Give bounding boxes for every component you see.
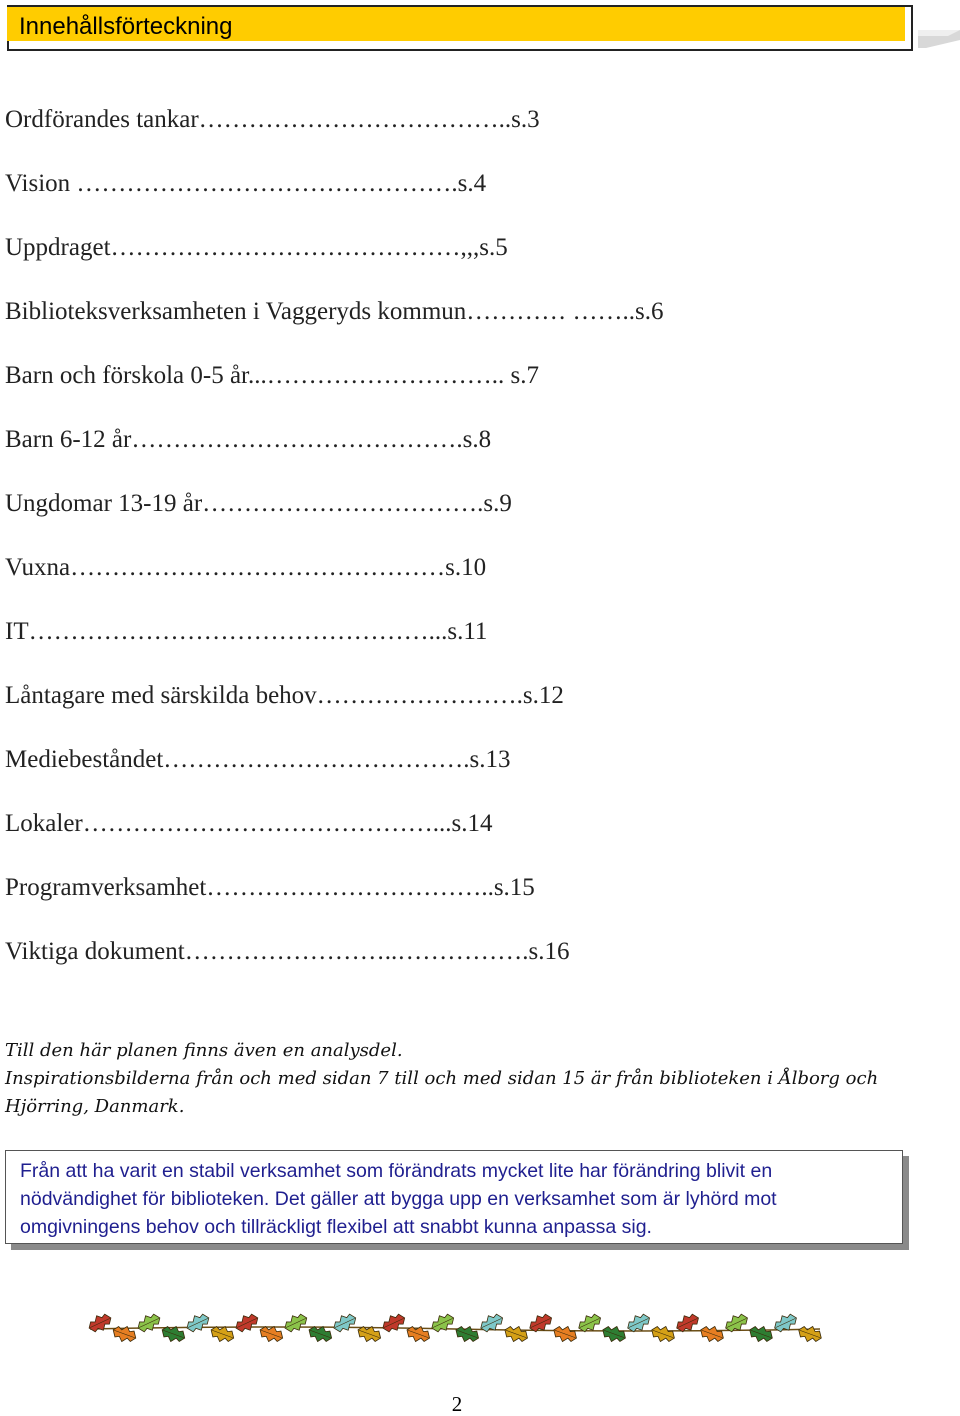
leaf-icon <box>184 1311 213 1335</box>
leaf-icon <box>722 1311 751 1335</box>
toc-entry-it: IT…………………………………………...s.11 <box>5 618 488 645</box>
analysis-note <box>5 1037 905 1121</box>
leaf-icon <box>282 1311 311 1335</box>
page-number: 2 <box>451 1392 463 1416</box>
leaf-icon <box>600 1322 628 1345</box>
title-banner <box>0 0 960 60</box>
toc-entry-ungdomar: Ungdomar 13-19 år…………………………….s.9 <box>5 490 512 517</box>
leaf-icon <box>673 1311 702 1335</box>
leaf-icon <box>233 1311 262 1335</box>
quote-text: Från att ha varit en stabil verksamhet som förändrats mycket lite har förändring blivit en nödvändighet för biblioteken. Det gäller att bygga upp en verksamhet som är lyhörd mot omgivningens behov och tillräckligt flexibel att snabbt kunna anpassa sig. <box>20 1160 777 1238</box>
leaf-icon <box>380 1311 409 1335</box>
leaf-icon <box>747 1322 775 1345</box>
leaf-icon <box>88 1311 114 1335</box>
toc-entry-programverksamhet: Programverksamhet……………………………..s.15 <box>5 874 535 901</box>
toc-entry-biblioteksverksamheten: Biblioteksverksamheten i Vaggeryds kommun………… ……..s.6 <box>5 298 664 325</box>
leaf-garland-icon <box>88 1311 822 1345</box>
leaf-icon <box>453 1322 481 1345</box>
leaf-icon <box>649 1322 677 1345</box>
leaf-icon <box>306 1322 334 1345</box>
leaf-icon <box>355 1322 383 1345</box>
leaf-icon <box>796 1322 822 1345</box>
toc-entry-mediebestandet: Mediebeståndet……………………………….s.13 <box>5 746 511 773</box>
toc-entry-viktiga-dokument: Viktiga dokument……………………..…………….s.16 <box>5 938 570 965</box>
page-title: Innehållsförteckning <box>19 13 233 40</box>
leaf-icon <box>502 1322 530 1345</box>
leaf-icon <box>404 1322 432 1345</box>
toc-entry-lokaler: Lokaler……………………………………...s.14 <box>5 810 493 837</box>
leaf-icon <box>135 1311 164 1335</box>
toc-entry-barn-forskola: Barn och förskola 0-5 år...……………………….. s.7 <box>5 362 539 389</box>
note-line-analysdel: Till den här planen finns även en analysdel. <box>5 1040 403 1061</box>
leaf-icon <box>477 1311 506 1335</box>
leaf-icon <box>551 1322 579 1345</box>
leaf-icon <box>698 1322 726 1345</box>
leaf-icon <box>575 1311 604 1335</box>
toc-entry-barn-6-12: Barn 6-12 år………………………………….s.8 <box>5 426 492 453</box>
leaf-icon <box>331 1311 360 1335</box>
leaf-icon <box>110 1322 138 1345</box>
toc-entry-ordforandes-tankar: Ordförandes tankar………………………………..s.3 <box>5 106 540 133</box>
leaf-icon <box>771 1311 800 1335</box>
quote-box <box>5 1150 903 1244</box>
leaf-icon <box>208 1322 236 1345</box>
toc-entry-vision: Vision ……………………………………….s.4 <box>5 170 487 197</box>
leaf-icon <box>429 1311 458 1335</box>
toc-entry-lantagare: Låntagare med särskilda behov…………………….s.12 <box>5 682 564 709</box>
leaf-icon <box>526 1311 555 1335</box>
toc-entry-vuxna: Vuxna………………………………………s.10 <box>5 554 487 581</box>
leaf-icon <box>159 1322 187 1345</box>
toc-entry-uppdraget: Uppdraget……………………………………,,,s.5 <box>5 234 508 261</box>
title-corner-shadow-icon <box>918 30 960 48</box>
note-line-inspiration: Inspirationsbilderna från och med sidan 7 till och med sidan 15 är från biblioteken i Ålborg och Hjörring, Danmark. <box>5 1068 879 1117</box>
leaf-icon <box>257 1322 285 1345</box>
